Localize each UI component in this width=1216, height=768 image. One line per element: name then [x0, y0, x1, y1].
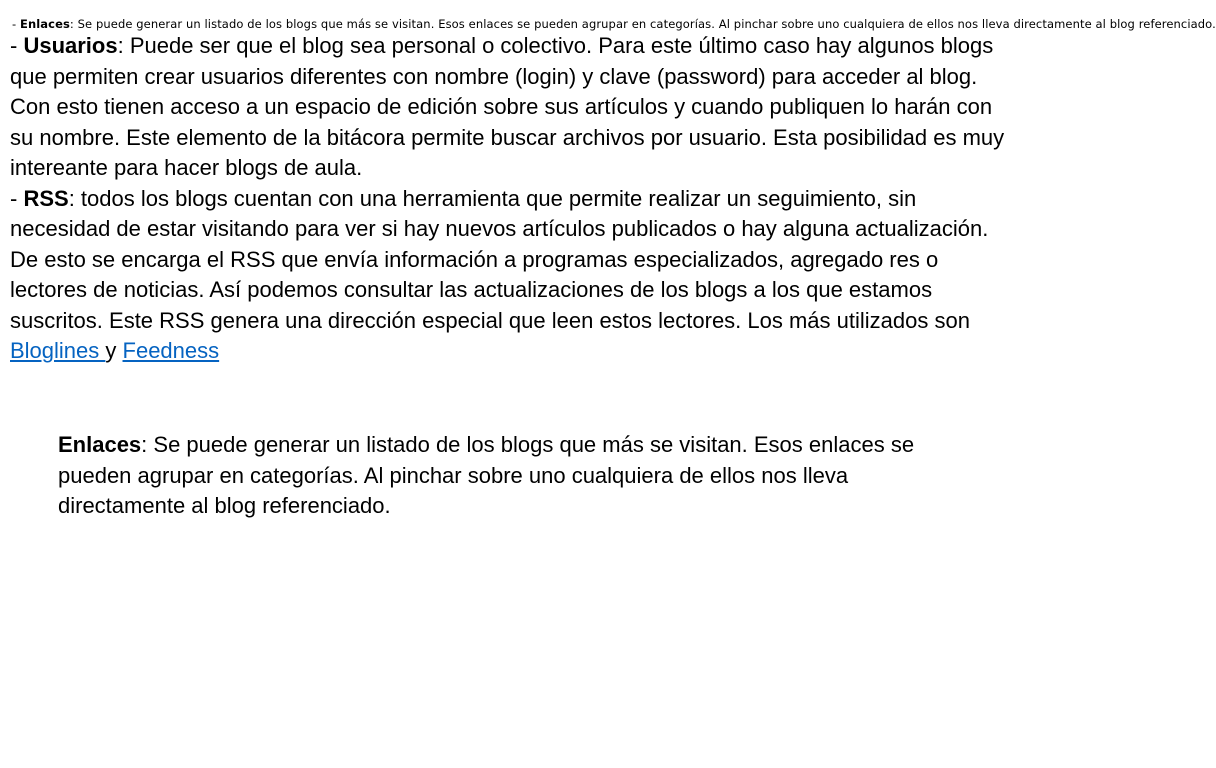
top-strip-term: Enlaces [20, 17, 70, 31]
top-strip-enlaces [12, 16, 1216, 32]
usuarios-term: Usuarios [23, 33, 118, 58]
bloglines-link[interactable]: Bloglines [10, 338, 106, 363]
top-strip-dash: - [12, 17, 21, 31]
enlaces-text: : Se puede generar un listado de los blogs que más se visitan. Esos enlaces se pueden agrupar en categorías. Al pinchar sobre uno cualquiera de ellos nos lleva directamente al blog referenciado. [58, 432, 915, 518]
top-strip-text: : Se puede generar un listado de los blogs que más se visitan. Esos enlaces se pueden agrupar en categorías. Al pinchar sobre uno cualquiera de ellos nos lleva directamente al blog referenciado. [69, 17, 1216, 31]
feedness-link[interactable]: Feedness [122, 338, 220, 363]
enlaces-paragraph [58, 430, 918, 522]
enlaces-term: Enlaces [58, 432, 142, 457]
rss-conjunction: y [105, 338, 123, 363]
usuarios-paragraph [10, 31, 1010, 184]
main-text [10, 31, 1010, 367]
usuarios-dash: - [10, 33, 24, 58]
rss-term: RSS [23, 185, 69, 211]
rss-dash: - [10, 185, 24, 211]
rss-text: : todos los blogs cuentan con una herramienta que permite realizar un seguimiento, sin necesidad de estar visitando para ver si hay nuevos artículos publicados o hay alguna actualización. De esto se encarga el RSS que envía información a programas especializados, agregado res o lectores de noticias. Así podemos consultar las actualizaciones de los blogs a los que estamos suscritos. Este RSS genera una dirección especial que leen estos lectores. Los más utilizados son [10, 185, 989, 333]
usuarios-text: : Puede ser que el blog sea personal o colectivo. Para este último caso hay algunos blogs que permiten crear usuarios diferentes con nombre (login) y clave (password) para acceder al blog. Con esto tienen acceso a un espacio de edición sobre sus artículos y cuando publiquen lo harán con su nombre. Este elemento de la bitácora permite buscar archivos por usuario. Esta posibilidad es muy intereante para hacer blogs de aula. [10, 33, 1005, 180]
rss-paragraph [10, 184, 1010, 367]
